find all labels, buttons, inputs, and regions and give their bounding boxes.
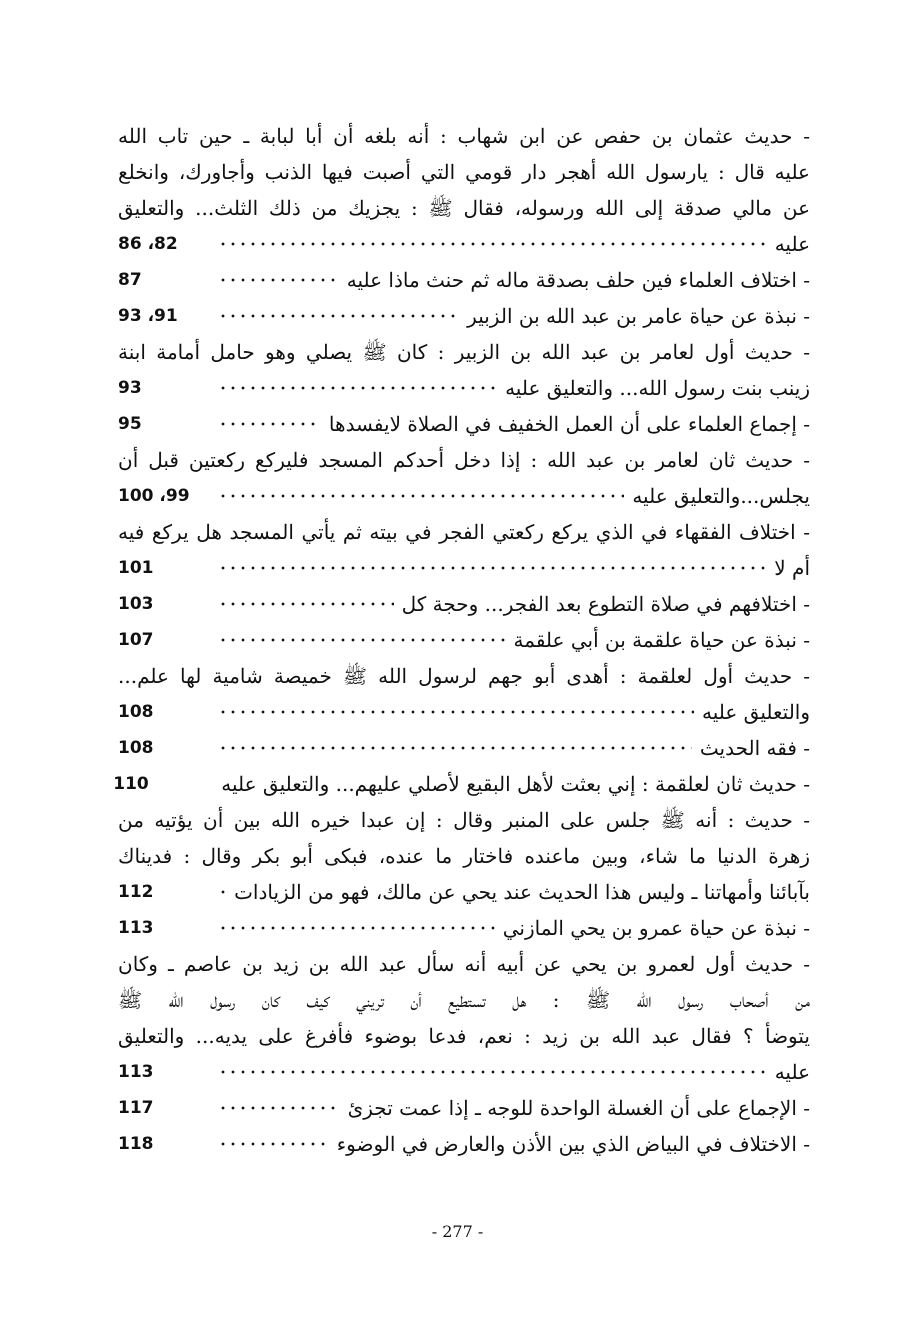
toc-entry [118, 118, 818, 262]
dot-leader [218, 1090, 340, 1126]
toc-entry [118, 802, 818, 910]
dot-leader [218, 226, 767, 262]
page-number: - 277 - [431, 1222, 484, 1241]
toc-entry-last-line [118, 370, 818, 406]
toc-entry [118, 586, 818, 622]
toc-page-ref: 117 [118, 1098, 154, 1118]
toc-entry-line: - حديث عثمان بن حفص عن ابن شهاب : أنه بلغه أن أبا لبابة ـ حين تاب الله [118, 124, 810, 148]
toc-entry-title: - فقه الحديث [699, 736, 810, 760]
toc-entry-title: عليه [774, 1060, 810, 1084]
toc-page-ref: 86 ،82 [118, 234, 178, 254]
toc-page-ref: 100 ،99 [118, 486, 190, 506]
toc-page-ref: 108 [118, 738, 154, 758]
toc-page-ref: 87 [118, 270, 142, 290]
toc-entry [118, 298, 818, 334]
toc-entry [118, 622, 818, 658]
toc-entry [113, 766, 818, 802]
dot-leader [218, 622, 506, 658]
toc-entry-line: - حديث أول لعامر بن عبد الله بن الزبير : كان ﷺ يصلي وهو حامل أمامة ابنة [118, 340, 810, 364]
toc-entry-last-line [118, 298, 818, 334]
toc-entry-line: يتوضأ ؟ فقال عبد الله بن زيد : نعم، فدعا بوضوء فأفرغ على يديه... والتعليق [118, 1024, 810, 1048]
toc-entry-title: يجلس...والتعليق عليه [632, 484, 810, 508]
toc-entry [118, 514, 818, 586]
toc-entry-last-line [118, 1090, 818, 1126]
toc-entry-line: زهرة الدنيا ما شاء، وبين ماعنده فاختار ما عنده، فبكى أبو بكر وقال : فديناك [118, 844, 810, 868]
toc-entry [118, 658, 818, 730]
toc-page-ref: 108 [118, 702, 154, 722]
toc-entry-title: والتعليق عليه [702, 700, 810, 724]
toc-page-ref: 112 [118, 882, 154, 902]
toc-entry-last-line [118, 226, 818, 262]
toc-entry [118, 910, 818, 946]
toc-entry-title: - الإجماع على أن الغسلة الواحدة للوجه ـ إذا عمت تجزئ [347, 1096, 810, 1120]
toc-entry [118, 406, 818, 442]
toc-page-ref: 101 [118, 558, 154, 578]
toc-entry-last-line [118, 478, 818, 514]
toc-entry-title: - نبذة عن حياة عمرو بن يحي المازني [502, 916, 810, 940]
dot-leader [218, 730, 692, 766]
toc-entry-title: زينب بنت رسول الله... والتعليق عليه [505, 376, 810, 400]
toc-entry-line: - حديث ثان لعامر بن عبد الله : إذا دخل أحدكم المسجد فليركع ركعتين قبل أن [118, 448, 810, 472]
toc-page-ref: 93 [118, 378, 142, 398]
dot-leader [218, 298, 459, 334]
dot-leader [218, 586, 394, 622]
toc-entry [118, 1090, 818, 1126]
dot-leader [218, 406, 321, 442]
toc-entry [118, 730, 818, 766]
dot-leader [218, 694, 694, 730]
toc-entry-last-line [118, 550, 818, 586]
toc-entry-last-line [113, 766, 818, 802]
toc-entry-title: - اختلافهم في صلاة التطوع بعد الفجر... وحجة كل [401, 592, 810, 616]
toc-page-ref: 107 [118, 630, 154, 650]
toc-entry-last-line [118, 874, 818, 910]
toc-entry-title: - الاختلاف في البياض الذي بين الأذن والعارض في الوضوء [336, 1132, 810, 1156]
toc-entry-title: بآبائنا وأمهاتنا ـ وليس هذا الحديث عند يحي عن مالك، فهو من الزيادات [234, 880, 810, 904]
toc-entry-line: - حديث أول لعلقمة : أهدى أبو جهم لرسول الله ﷺ خميصة شامية لها علم... [118, 664, 810, 688]
toc-entry-title: - إجماع العلماء على أن العمل الخفيف في الصلاة لايفسدها [328, 412, 810, 436]
dot-leader [218, 478, 624, 514]
toc-entry-line: - حديث أول لعمرو بن يحي عن أبيه أنه سأل عبد الله بن زيد بن عاصم ـ وكان [118, 952, 810, 976]
dot-leader [218, 1126, 329, 1162]
toc-entry-title: - اختلاف العلماء فين حلف بصدقة ماله ثم حنث ماذا عليه [346, 268, 810, 292]
toc-entry-line: - اختلاف الفقهاء في الذي يركع ركعتي الفجر في بيته ثم يأتي المسجد هل يركع فيه [118, 520, 810, 544]
toc-page-ref: 103 [118, 594, 154, 614]
toc-entry-last-line [118, 262, 818, 298]
toc-entry-last-line [118, 1126, 818, 1162]
toc-entry-last-line [118, 1054, 818, 1090]
table-of-contents [113, 118, 818, 1162]
dot-leader [218, 1054, 767, 1090]
toc-page-ref: 118 [118, 1134, 154, 1154]
toc-page-ref: 113 [118, 1062, 154, 1082]
toc-entry-title: عليه [774, 232, 810, 256]
dot-leader [218, 370, 497, 406]
toc-page-ref: 93 ،91 [118, 306, 178, 326]
toc-entry [118, 1126, 818, 1162]
toc-page-ref: 113 [118, 918, 154, 938]
toc-entry-line: عليه قال : يارسول الله أهجر دار قومي التي أصبت فيها الذنب وأجاورك، وانخلع [118, 160, 810, 184]
dot-leader [218, 874, 226, 910]
toc-entry [118, 334, 818, 406]
toc-entry-last-line [118, 730, 818, 766]
toc-entry-title: - نبذة عن حياة علقمة بن أبي علقمة [513, 628, 810, 652]
toc-entry-title: - حديث ثان لعلقمة : إني بعثت لأهل البقيع لأصلي عليهم... والتعليق عليه [221, 772, 810, 796]
toc-entry [118, 946, 818, 1090]
toc-entry [118, 442, 818, 514]
dot-leader [218, 910, 495, 946]
toc-page-ref: 110 [113, 774, 149, 794]
toc-entry-last-line [118, 622, 818, 658]
toc-entry-last-line [118, 586, 818, 622]
toc-entry-last-line [118, 910, 818, 946]
toc-page-ref: 95 [118, 414, 142, 434]
toc-entry-last-line [118, 694, 818, 730]
toc-entry-title: - نبذة عن حياة عامر بن عبد الله بن الزبير [467, 304, 810, 328]
toc-entry-line: - حديث : أنه ﷺ جلس على المنبر وقال : إن عبدا خيره الله بين أن يؤتيه من [118, 808, 810, 832]
toc-entry-title: أم لا [774, 556, 810, 580]
toc-entry [118, 262, 818, 298]
dot-leader [218, 550, 766, 586]
toc-entry-last-line [118, 406, 818, 442]
toc-entry-line: عن مالي صدقة إلى الله ورسوله، فقال ﷺ : يجزيك من ذلك الثلث... والتعليق [118, 196, 810, 220]
toc-entry-line: من أصحاب رسول الله ﷺ : هل تستطيع أن تريني كيف كان رسول الله ﷺ [118, 988, 810, 1012]
dot-leader [218, 262, 339, 298]
